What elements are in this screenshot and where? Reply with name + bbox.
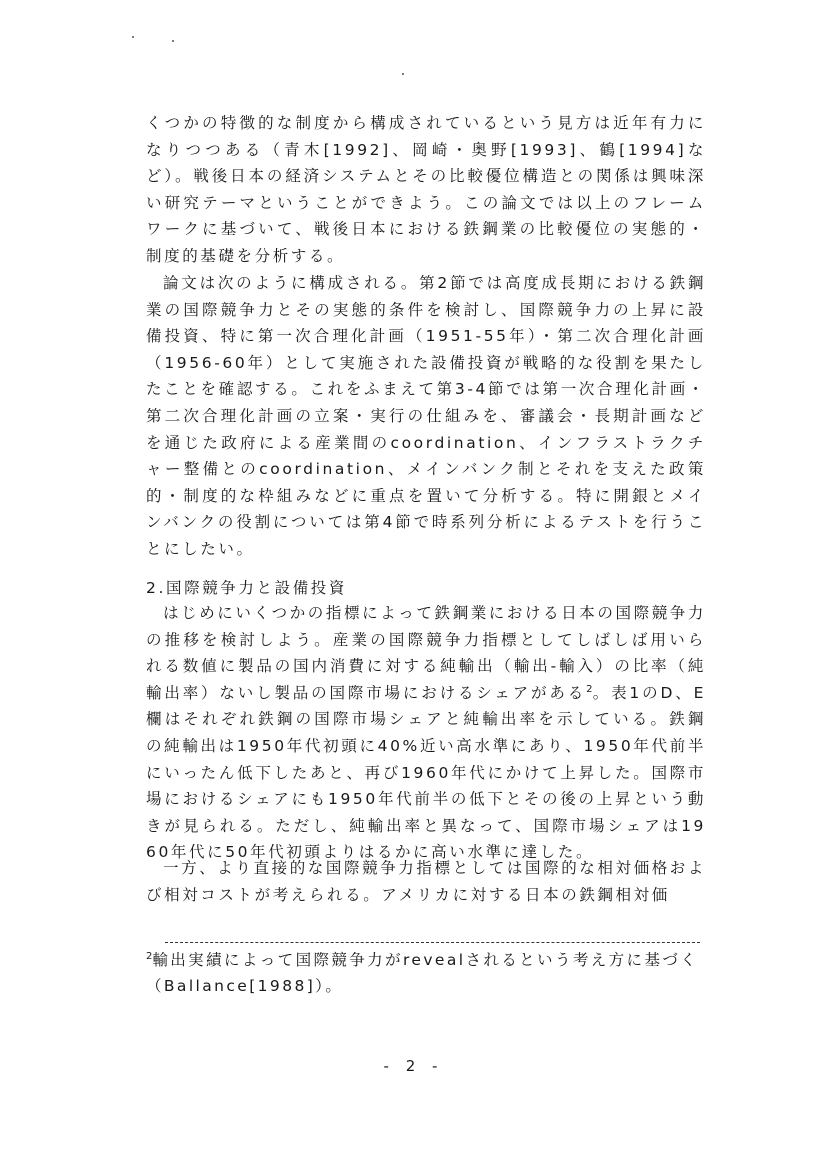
body-paragraph-2: 論文は次のように構成される。第2節では高度成長期における鉄鋼業の国際競争力とその実態的条件を検討し、国際競争力の上昇に設備投資、特に第一次合理化計画（1951-55年）・第二次合理化計画（1956-60年）として実施された設備投資が戦略的な役割を果たしたことを確認する。これをふまえて第3-4節では第一次合理化計画・第二次合理化計画の立案・実行の仕組みを、審議会・長期計画などを通じた政府による産業間のcoordination、インフラストラクチャー整備とのcoordination、メインバンク制とそれを支えた政策的・制度的な枠組みなどに重点を置いて分析する。特に開銀とメインバンクの役割については第4節で時系列分析によるテストを行うことにしたい。 xyxy=(146,274,706,558)
body-paragraph-1: くつかの特徴的な制度から構成されているという見方は近年有力になりつつある（青木[1992]、岡崎・奥野[1993]、鶴[1994]など）。戦後日本の経済システムとその比較優位構造との関係は興味深い研究テーマということができよう。この論文では以上のフレームワークに基づいて、戦後日本における鉄鋼業の比較優位の実態的・制度的基礎を分析する。 xyxy=(146,114,706,265)
footnote-divider xyxy=(165,942,700,943)
page-number: - 2 - xyxy=(383,1057,444,1075)
scan-artifact xyxy=(402,73,404,75)
footnote-reference: 2 xyxy=(586,683,593,695)
paragraph-3-text-b: 。表1のD、E欄はそれぞれ鉄鋼の国際市場シェアと純輸出率を示している。鉄鋼の純輸出は1950年代初頭に40%近い高水準にあり、1950年代前半にいったん低下したあと、再び1960年代にかけて上昇した。国際市場におけるシェアにも1950年代前半の低下とその後の上昇という動きが見られる。ただし、純輸出率と異なって、国際市場シェアは1960年代に50年代初頭よりはるかに高い水準に達した。 xyxy=(146,683,707,862)
footnote-marker: 2 xyxy=(146,950,153,962)
body-paragraph-3 xyxy=(146,600,706,866)
footnote-text: 輸出実績によって国際競争力がrevealされるという考え方に基づく（Ballance[1988]）。 xyxy=(146,951,699,995)
section-heading: 2.国際競争力と設備投資 xyxy=(146,579,347,597)
scan-artifact xyxy=(132,36,134,38)
body-paragraph-4: 一方、より直接的な国際競争力指標としては国際的な相対価格および相対コストが考えられる。アメリカに対する日本の鉄鋼相対価 xyxy=(146,859,707,904)
scan-artifact xyxy=(172,40,174,42)
footnote xyxy=(146,947,706,999)
paragraph-3-text-a: はじめにいくつかの指標によって鉄鋼業における日本の国際競争力の推移を検討しよう。産業の国際競争力指標としてしばしば用いられる数値に製品の国内消費に対する純輸出（輸出-輸入）の比率（純輸出率）ないし製品の国際市場におけるシェアがある xyxy=(146,604,707,702)
